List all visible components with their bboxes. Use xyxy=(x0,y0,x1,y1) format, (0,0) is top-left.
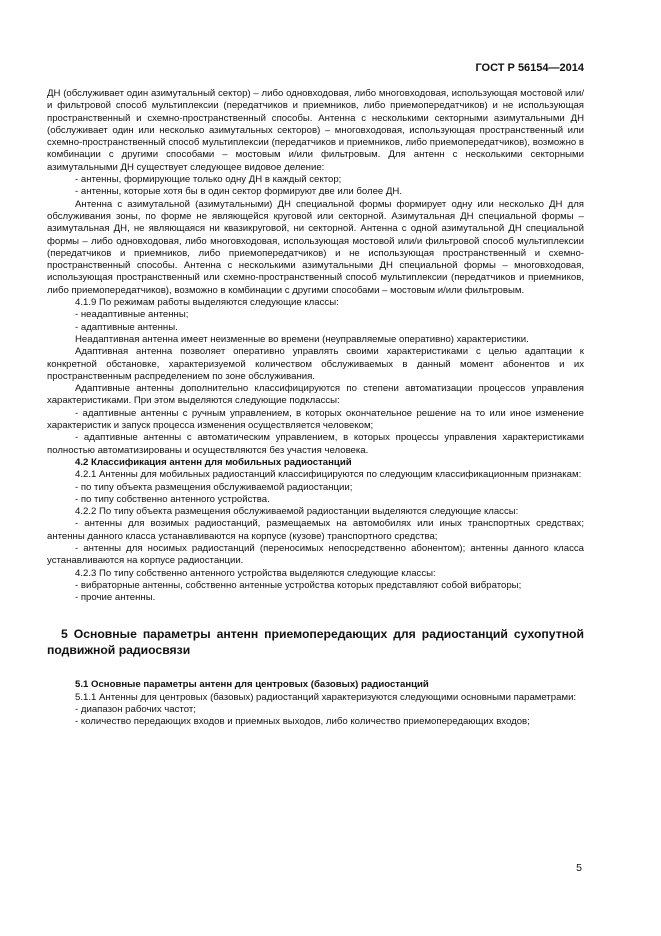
clause-4-2-3: 4.2.3 По типу собственно антенного устройства выделяются следующие классы: xyxy=(75,567,436,579)
list-item: - антенны для носимых радиостанций (переносимых непосредственно абонентом); антенны данного класса устанавливаются на корпусе радиостанции. xyxy=(47,542,584,567)
list-item: - адаптивные антенны с автоматическим управлением, в которых процессы управления характеристиками полностью автоматизированы и осуществляются без участия человека. xyxy=(47,432,584,456)
list-item: - количество передающих входов и приемных выходов, либо количество приемопередающих входов; xyxy=(75,716,530,728)
list-item: - адаптивные антенны с ручным управлением, в которых окончательное решение на то или иное изменение характеристик и запуск процесса изменения осуществляется человеком; xyxy=(47,407,584,432)
list-item: - адаптивные антенны. xyxy=(75,321,178,333)
subsection-heading-5-1: 5.1 Основные параметры антенн для центровых (базовых) радиостанций xyxy=(75,679,429,691)
clause-5-1-1: 5.1.1 Антенны для центровых (базовых) радиостанций характеризуются следующими основными параметрами: xyxy=(75,691,577,703)
page-number: 5 xyxy=(576,862,582,874)
paragraph: Адаптивная антенна позволяет оперативно управлять своими характеристиками с целью адаптации к конкретной обстановке, характеризуемой количеством обслуживаемых в данный момент абонентов и их пространственным распределением по зоне обслуживания. xyxy=(47,346,584,382)
section-heading-5: 5 Основные параметры антенн приемопередающих для радиостанций сухопутной подвижной радиосвязи xyxy=(47,627,584,658)
list-item: - антенны, формирующие только одну ДН в каждый сектор; xyxy=(75,174,342,186)
paragraph: Неадаптивная антенна имеет неизменные во времени (неуправляемые оперативно) характеристики. xyxy=(75,333,529,345)
clause-4-2-1: 4.2.1 Антенны для мобильных радиостанций классифицируются по следующим классификационным признакам: xyxy=(75,469,582,481)
list-item: - неадаптивные антенны; xyxy=(75,309,189,321)
list-item: - по типу собственно антенного устройства. xyxy=(75,493,270,505)
page-body xyxy=(47,88,584,729)
document-header: ГОСТ Р 56154—2014 xyxy=(475,62,584,74)
clause-4-2-2: 4.2.2 По типу объекта размещения обслуживаемой радиостанции выделяются следующие классы: xyxy=(75,506,519,518)
list-item: - прочие антенны. xyxy=(75,592,156,604)
list-item: - вибраторные антенны, собственно антенные устройства которых представляют собой вибраторы; xyxy=(75,579,522,591)
list-item: - по типу объекта размещения обслуживаемой радиостанции; xyxy=(75,481,353,493)
subsection-heading-4-2: 4.2 Классификация антенн для мобильных радиостанций xyxy=(75,456,352,468)
list-item: - антенны для возимых радиостанций, размещаемых на автомобилях или иных транспортных средствах; антенны данного класса устанавливаются на корпусе (кузове) транспортного средства; xyxy=(47,518,584,542)
list-item: - диапазон рабочих частот; xyxy=(75,704,196,716)
paragraph: Адаптивные антенны дополнительно классифицируются по степени автоматизации процессов управления характеристиками. При этом выделяются следующие подклассы: xyxy=(47,383,584,407)
list-item: - антенны, которые хотя бы в один сектор формируют две или более ДН. xyxy=(75,186,403,198)
clause-4-1-9: 4.1.9 По режимам работы выделяются следующие классы: xyxy=(75,297,339,309)
paragraph: ДН (обслуживает один азимутальный сектор) – либо одновходовая, либо многовходовая, использующая мостовой или/и фильтровой способ мультиплексии (передатчиков и приемников, либо приемопередатчиков) и не использующая пространственный и схемно-пространственный способы. Антенна с несколькими секторными азимутальными ДН (обслуживает один или несколько азимутальных секторов) – многовходовая, использующая пространственный или схемно-пространственный способ мультиплексии (передатчиков и приемников, либо приемопередатчиков), возможно в комбинации с другими способами – мостовым и/или фильтровым. Для антенн с несколькими секторными азимутальными ДН существует следующее видовое деление: xyxy=(47,88,584,173)
paragraph: Антенна с азимутальной (азимутальными) ДН специальной формы формирует одну или несколько ДН для обслуживания зоны, по форме не являющейся круговой или секторной. Азимутальная ДН специальной формы – азимутальная ДН, не являющаяся ни квазикруговой, ни секторной. Антенна с одной азимутальной ДН специальной формы – либо одновходовая, либо многовходовая, использующая мостовой или/и фильтровой способ мультиплексии (передатчиков и приемников, либо приемопередатчиков) и не использующая пространственный и схемно-пространственный способы. Антенна с несколькими азимутальными ДН специальной формы – многовходовая, использующая пространственный или схемно-пространственный способ мультиплексии (передатчиков и приемников, либо приемопередатчиков), возможно в комбинации с другими способами – мостовым и/или фильтровым. xyxy=(47,198,584,296)
